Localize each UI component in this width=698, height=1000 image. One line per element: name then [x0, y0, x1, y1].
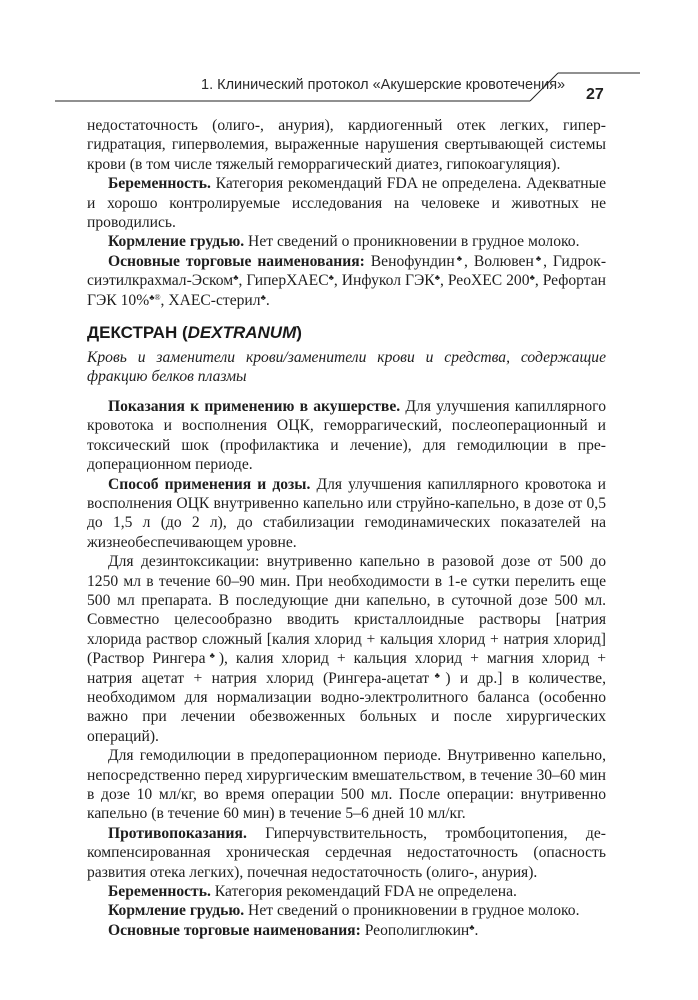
registered-mark-icon: ♣	[233, 273, 239, 283]
label-contraindications: Противопоказания.	[108, 824, 247, 842]
paragraph-hemodilution: Для гемодилюции в предоперационном периоде. Внутривенно капельно, непосредственно перед хирургическим вмешательством, в течение 30–60 мин в дозе 10 мл/кг, во время операции 500 мл. После операции: внутривенно капельно (в течение 60 мин) в течение 5–6 дней 10 мл/кг.	[87, 747, 606, 823]
paragraph-trade-names-2: Основные торговые наименования: Реополиглюкин♣.	[108, 921, 479, 939]
registered-mark-icon: ♣	[533, 253, 544, 263]
label-breastfeeding-2: Кормление грудью.	[108, 902, 245, 920]
registered-mark-icon: ♣®	[149, 292, 161, 302]
paragraph-breastfeeding: Кормление грудью. Нет сведений о проникновении в грудное молоко.	[108, 233, 580, 251]
paragraph-pregnancy: Беременность. Категория рекомендаций FDA не определена. Адекватные и хорошо контролируемые исследования на человеке и животных не проводились.	[87, 175, 606, 232]
registered-mark-icon: ♣	[434, 273, 440, 283]
paragraph-pregnancy-2: Беременность. Категория рекомендаций FDA не определена.	[108, 883, 517, 901]
page-header	[0, 0, 698, 110]
registered-mark-icon: ♣	[260, 292, 266, 302]
paragraph-dosage: Способ применения и дозы. Для улучшения капиллярного кровотока и восполнения ОЦК внутривенно капельно или струйно-капельно, в дозе от 0,5 до 1,5 л (до 2 л), до стабилизации гемодинамических показателей на жизнеобеспечивающем уровне.	[87, 475, 606, 551]
paragraph-trade-names: Основные торговые наименования: Венофундин♣, Волювен♣, Гидроксиэтилкрахмал-Эском♣, ГиперХАЕС♣, Инфукол ГЭК♣, РеоХЕС 200♣, Рефортан ГЭК 10%♣®, ХАЕС-стерил♣.	[87, 252, 607, 309]
paragraph-breastfeeding-2: Кормление грудью. Нет сведений о проникновении в грудное молоко.	[108, 902, 580, 920]
paragraph-detox: Для дезинтоксикации: внутривенно капельно в разовой дозе от 500 до 1250 мл в течение 60–90 мин. При необходимости в 1-е сутки перелить еще 500 мл препарата. В последующие дни капельно, в суточной дозе 500 мл. Совместно целесообразно вводить кристаллоидные растворы [натрия хлорида раствор сложный [калия хлорид + кальция хлорид + натрия хлорид] (Раствор Рингера♣), калия хлорид + кальция хлорид + магния хлорид + натрия ацетат + натрия хлорид (Рингера-ацетат♣) и др.] в количестве, необходимом для нормализации водно-электролитного баланса (особенно важно при лечении обезвоженных больных и после хирургических операций).	[87, 553, 607, 745]
registered-mark-icon: ♣	[205, 651, 219, 661]
registered-mark-icon: ♣	[454, 253, 465, 263]
label-trade-names-2: Основные торговые наименования:	[108, 921, 361, 939]
page-body	[87, 116, 606, 940]
running-title: 1. Клинический протокол «Акушерские кровотечения»	[201, 77, 566, 93]
section-subtitle: Кровь и заменители крови/заменители крови и средства, содержащие фракцию белков плазмы	[87, 349, 606, 386]
section-title: ДЕКСТРАН (DEXTRANUM)	[87, 323, 302, 343]
registered-mark-icon: ♣	[328, 273, 334, 283]
paragraph-contraindications: Противопоказания. Гиперчувствительность, тромбоцитопения, декомпенсированная хроническая сердечная недостаточность (опасность развития отека легких), почечная недостаточность (олиго-, анурия).	[87, 824, 606, 881]
paragraph-indications: Показания к применению в акушерстве. Для улучшения капиллярного кровотока и восполнения ОЦК, геморрагический, послеоперационный и токсический шок (профилактика и лечение), для гемодилюции в предоперационном периоде.	[87, 397, 606, 474]
label-pregnancy: Беременность.	[108, 175, 211, 193]
label-breastfeeding: Кормление грудью.	[108, 233, 245, 251]
label-pregnancy-2: Беременность.	[108, 883, 211, 901]
paragraph-contraindications-cont: недостаточность (олиго-, анурия), кардиогенный отек легких, гипергидратация, гиперволемия, выраженные нарушения свертывающей системы крови (в том числе тяжелый геморрагический диатез, гипокоагуляция).	[87, 117, 606, 173]
page-number: 27	[586, 86, 604, 103]
label-dosage: Способ применения и дозы.	[108, 475, 311, 493]
registered-mark-icon: ♣	[469, 922, 475, 932]
label-indications: Показания к применению в акушерстве.	[108, 397, 401, 415]
registered-mark-icon: ♣	[429, 670, 446, 680]
registered-mark-icon: ♣	[529, 273, 535, 283]
label-trade-names: Основные торговые наименования:	[108, 252, 365, 270]
